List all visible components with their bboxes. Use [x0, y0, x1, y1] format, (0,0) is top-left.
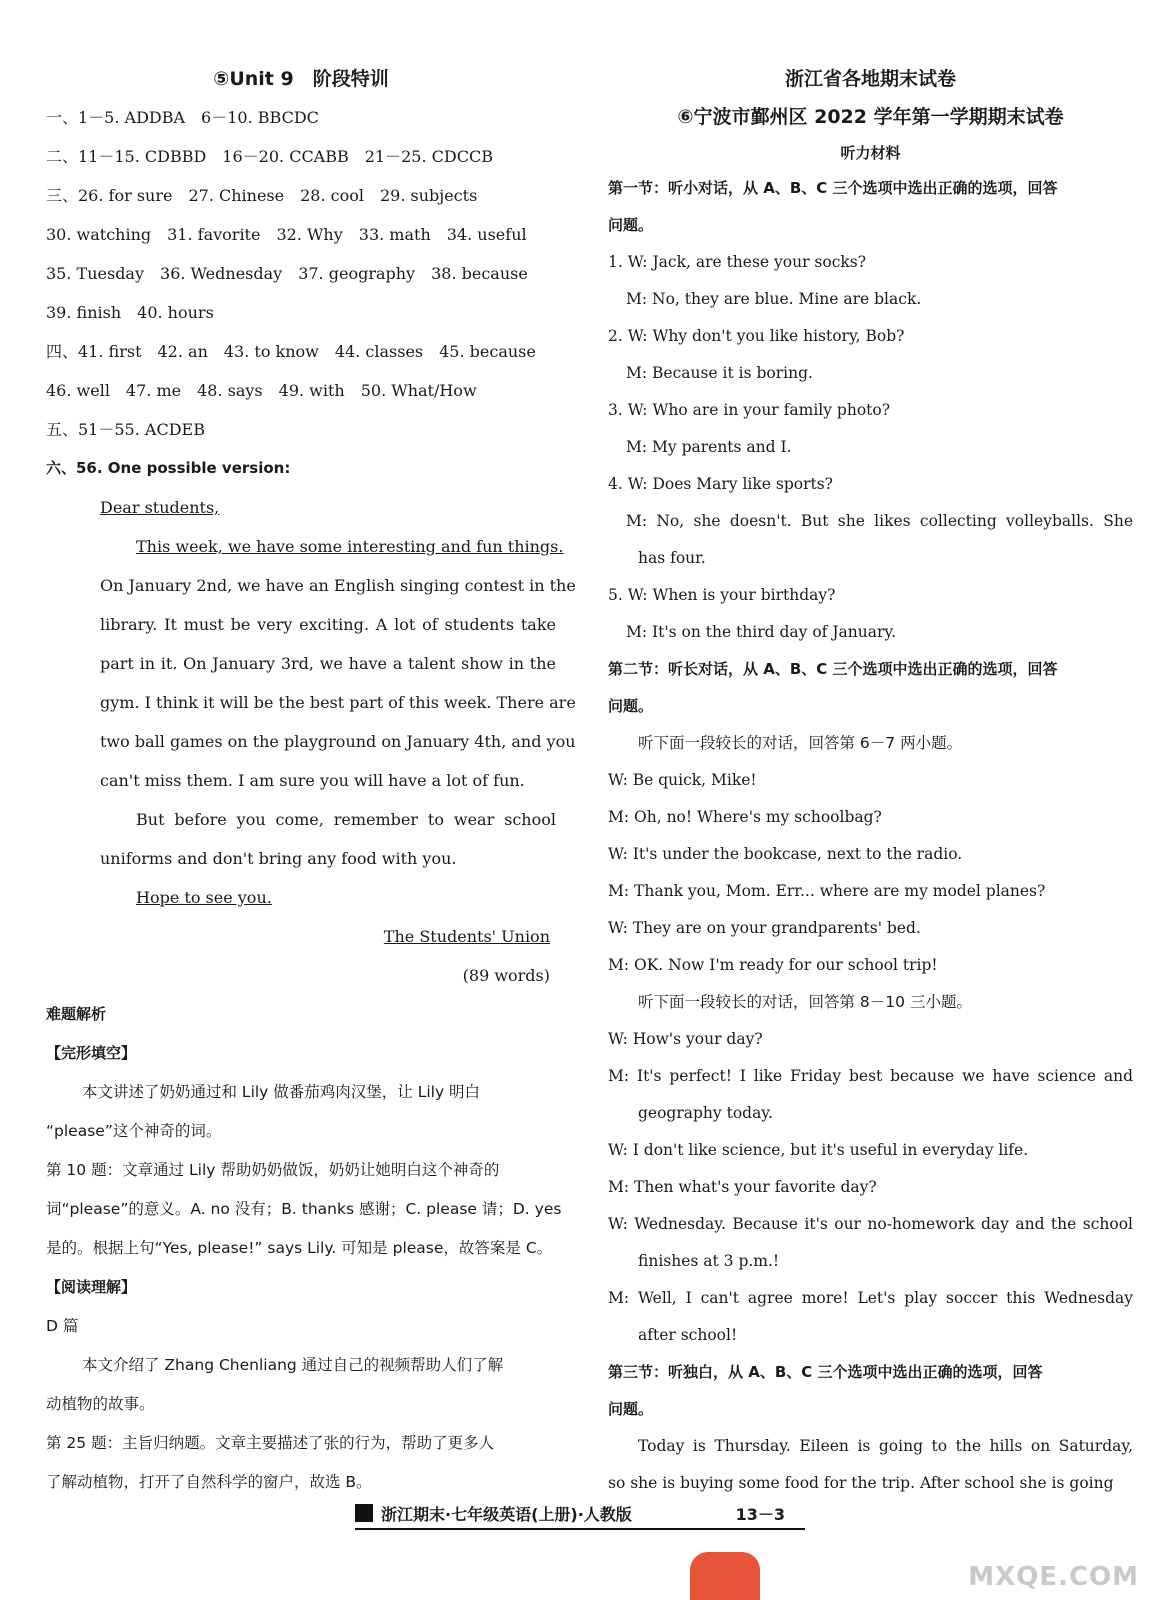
corner-tab-icon — [690, 1552, 760, 1600]
dialog-line: after school! — [638, 1326, 738, 1344]
long-dialog-2 — [608, 1021, 1133, 1354]
essay-line: library. It must be very exciting. A lot of students take — [100, 615, 556, 634]
answer-line: 二、11－15. CDBBD 16－20. CCABB 21－25. CDCCB — [46, 147, 493, 166]
section-heading-cont: 问题。 — [608, 697, 654, 715]
left-column — [46, 60, 576, 1502]
analysis-line: 了解动植物，打开了自然科学的窗户，故选 B。 — [46, 1473, 372, 1491]
short-dialogs — [608, 244, 1133, 651]
answer-line: 39. finish 40. hours — [46, 303, 214, 322]
answer-line: 46. well 47. me 48. says 49. with 50. What/How — [46, 381, 477, 400]
section-heading: 第三节：听独白，从 A、B、C 三个选项中选出正确的选项，回答 — [608, 1363, 1043, 1381]
essay-line: two ball games on the playground on January 4th, and you — [100, 732, 576, 751]
section-heading: 第二节：听长对话，从 A、B、C 三个选项中选出正确的选项，回答 — [608, 660, 1058, 678]
exam-collection-title: 浙江省各地期末试卷 — [784, 68, 956, 90]
answer-key — [46, 98, 556, 449]
dialog-intro: 听下面一段较长的对话，回答第 8－10 三小题。 — [638, 993, 972, 1011]
dialog-line: 3. W: Who are in your family photo? — [608, 401, 891, 419]
section-heading-cont: 问题。 — [608, 1400, 654, 1418]
unit-title: ⑤Unit 9 阶段特训 — [213, 68, 389, 90]
dialog-line: 2. W: Why don't you like history, Bob? — [608, 327, 905, 345]
page-number: 13－3 — [735, 1504, 785, 1524]
long-dialog-1 — [608, 762, 1133, 984]
dialog-line: W: Be quick, Mike! — [608, 771, 757, 789]
dialog-line: M: My parents and I. — [626, 438, 792, 456]
essay-line: gym. I think it will be the best part of this week. There are — [100, 693, 576, 712]
essay-body — [46, 566, 576, 878]
analysis-line: 是的。根据上句“Yes, please!” says Lily. 可知是 please，故答案是 C。 — [46, 1239, 553, 1257]
answer-line: 30. watching 31. favorite 32. Why 33. math 34. useful — [46, 225, 527, 244]
essay-line: part in it. On January 3rd, we have a talent show in the — [100, 654, 556, 673]
essay-signature: The Students' Union — [383, 927, 550, 946]
essay-heading: 六、56. One possible version: — [46, 459, 291, 477]
monologue-line: Today is Thursday. Eileen is going to the hills on Saturday, — [638, 1437, 1133, 1455]
essay-topic-sentence: This week, we have some interesting and fun things. — [136, 537, 564, 556]
essay-line: can't miss them. I am sure you will have a lot of fun. — [100, 771, 525, 790]
section-heading: 第一节：听小对话，从 A、B、C 三个选项中选出正确的选项，回答 — [608, 179, 1058, 197]
dialog-line: geography today. — [638, 1104, 773, 1122]
dialog-line: W: It's under the bookcase, next to the radio. — [608, 845, 963, 863]
essay-salutation: Dear students, — [100, 498, 220, 517]
dialog-line: W: Wednesday. Because it's our no-homework day and the school — [608, 1215, 1133, 1233]
right-column — [608, 60, 1133, 1502]
dialog-line: 4. W: Does Mary like sports? — [608, 475, 833, 493]
dialog-line: 1. W: Jack, are these your socks? — [608, 253, 867, 271]
dialog-line: M: No, she doesn't. But she likes collecting volleyballs. She — [626, 512, 1133, 530]
watermark: MXQE.COM — [968, 1562, 1139, 1592]
essay-line: On January 2nd, we have an English singing contest in the — [100, 576, 576, 595]
analysis-line: 词“please”的意义。A. no 没有；B. thanks 感谢；C. please 请；D. yes — [46, 1200, 562, 1218]
dialog-line: M: Because it is boring. — [626, 364, 813, 382]
dialog-intro: 听下面一段较长的对话，回答第 6－7 两小题。 — [638, 734, 963, 752]
answer-line: 四、41. first 42. an 43. to know 44. classes 45. because — [46, 342, 536, 361]
analysis-line: 本文讲述了奶奶通过和 Lily 做番茄鸡肉汉堡，让 Lily 明白 — [82, 1083, 481, 1101]
dialog-line: has four. — [638, 549, 706, 567]
essay-line: uniforms and don't bring any food with you. — [100, 849, 457, 868]
dialog-line: 5. W: When is your birthday? — [608, 586, 836, 604]
analysis-title: 难题解析 — [46, 1005, 107, 1023]
footer-square-icon — [355, 1504, 373, 1522]
dialog-line: M: It's perfect! I like Friday best because we have science and — [608, 1067, 1133, 1085]
essay-closing: Hope to see you. — [136, 888, 272, 907]
page-footer — [355, 1498, 805, 1530]
dialog-line: W: How's your day? — [608, 1030, 763, 1048]
dialog-line: M: Then what's your favorite day? — [608, 1178, 877, 1196]
answer-line: 35. Tuesday 36. Wednesday 37. geography 38. because — [46, 264, 528, 283]
dialog-line: M: No, they are blue. Mine are black. — [626, 290, 922, 308]
dialog-line: M: Well, I can't agree more! Let's play soccer this Wednesday — [608, 1289, 1133, 1307]
answer-line: 三、26. for sure 27. Chinese 28. cool 29. subjects — [46, 186, 478, 205]
reading-tag: 【阅读理解】 — [46, 1278, 137, 1296]
dialog-line: M: OK. Now I'm ready for our school trip! — [608, 956, 938, 974]
analysis-line: 第 10 题：文章通过 Lily 帮助奶奶做饭，奶奶让她明白这个神奇的 — [46, 1161, 500, 1179]
dialog-line: W: I don't like science, but it's useful in everyday life. — [608, 1141, 1029, 1159]
dialog-line: M: Oh, no! Where's my schoolbag? — [608, 808, 882, 826]
exam-title: ⑥宁波市鄞州区 2022 学年第一学期期末试卷 — [677, 106, 1064, 128]
essay-line: But before you come, remember to wear school — [136, 810, 556, 829]
answer-line: 一、1－5. ADDBA 6－10. BBCDC — [46, 108, 319, 127]
answer-line: 五、51－55. ACDEB — [46, 420, 205, 439]
analysis-line: 第 25 题：主旨归纳题。文章主要描述了张的行为，帮助了更多人 — [46, 1434, 495, 1452]
analysis-line: “please”这个神奇的词。 — [46, 1122, 222, 1140]
dialog-line: W: They are on your grandparents' bed. — [608, 919, 921, 937]
monologue-line: so she is buying some food for the trip. After school she is going — [608, 1474, 1114, 1492]
reading-part: D 篇 — [46, 1317, 79, 1335]
section-heading-cont: 问题。 — [608, 216, 654, 234]
analysis-line: 本文介绍了 Zhang Chenliang 通过自己的视频帮助人们了解 — [82, 1356, 504, 1374]
cloze-tag: 【完形填空】 — [46, 1044, 137, 1062]
analysis-line: 动植物的故事。 — [46, 1395, 155, 1413]
footer-book-title: 浙江期末·七年级英语(上册)·人教版 — [381, 1504, 632, 1524]
listening-subtitle: 听力材料 — [840, 144, 901, 162]
dialog-line: finishes at 3 p.m.! — [638, 1252, 780, 1270]
word-count: (89 words) — [462, 966, 550, 985]
dialog-line: M: It's on the third day of January. — [626, 623, 897, 641]
dialog-line: M: Thank you, Mom. Err... where are my model planes? — [608, 882, 1046, 900]
